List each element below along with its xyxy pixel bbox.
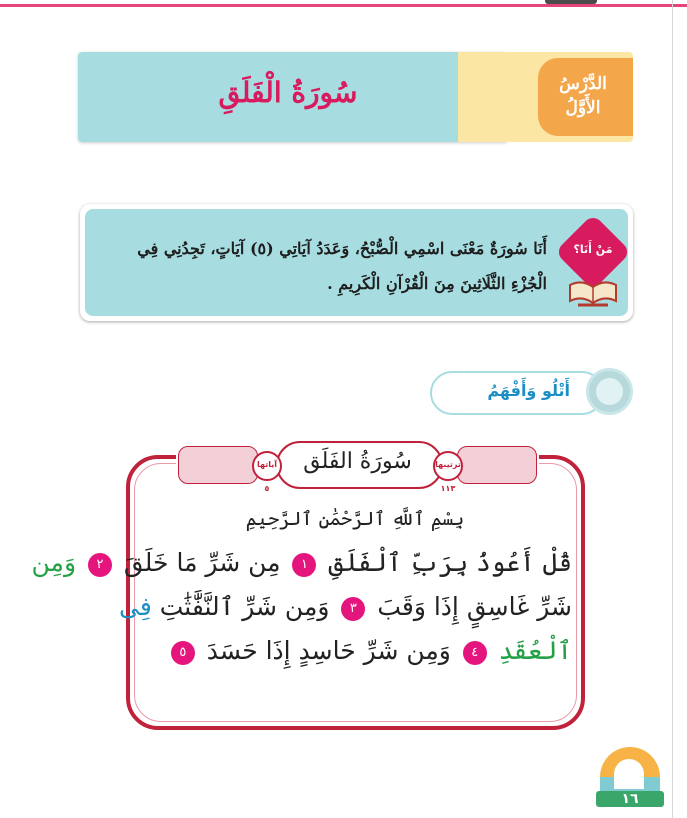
ayah-number-5: ٥ xyxy=(171,641,195,665)
ayah-4-continued: فِى xyxy=(118,592,152,621)
open-book-icon xyxy=(568,279,618,307)
surah-header-ornament-left xyxy=(178,446,258,484)
ayah-number-4: ٤ xyxy=(463,641,487,665)
surah-header-ornament-right xyxy=(457,446,537,484)
lesson-label xyxy=(543,72,623,120)
who-am-i-line2: الْجُزْءِ الثَّلَاثِينَ مِنَ الْقُرْآنِ الْكَرِيمِ . xyxy=(327,274,547,293)
ayah-number-2: ٢ xyxy=(88,553,112,577)
surah-name: سُورَةُ الفَلَق xyxy=(303,449,412,474)
recite-and-understand-header xyxy=(430,368,633,415)
top-bar xyxy=(0,0,687,10)
ayah-line-1 xyxy=(31,548,572,577)
lesson-label-line1: الدَّرْسُ xyxy=(559,74,607,94)
rosette-icon-center xyxy=(596,378,623,405)
ayah-number-3: ٣ xyxy=(341,597,365,621)
top-rule xyxy=(0,4,687,7)
page-footer-emblem xyxy=(596,747,664,807)
mosque-dome-icon xyxy=(614,759,644,789)
ayah-line-3 xyxy=(140,636,572,665)
top-tab xyxy=(545,0,597,4)
ayah-5-text: وَمِن شَرِّ حَاسِدٍ إِذَا حَسَدَ xyxy=(206,636,451,665)
surah-verses-medallion: آياتها ٥ xyxy=(252,451,282,481)
ayah-number-1: ١ xyxy=(292,553,316,577)
lesson-label-line2: الأَوَّلُ xyxy=(565,98,601,118)
basmala: بِسْمِ ٱللَّهِ ٱلرَّحْمَٰنِ ٱلرَّحِيمِ xyxy=(245,508,465,530)
lesson-banner xyxy=(78,52,633,142)
surah-header xyxy=(176,439,539,493)
recite-label: أَتْلُو وَأَفْهَمُ xyxy=(487,381,570,400)
who-am-i-text xyxy=(107,231,547,301)
ayah-4-text: وَمِن شَرِّ ٱلنَّفَّٰثَٰتِ xyxy=(159,592,330,621)
ayah-1-text: قُلْ أَعُوذُ بِرَبِّ ٱلْفَلَقِ xyxy=(328,548,572,577)
who-am-i-panel xyxy=(85,209,628,316)
page-number: ١٦ xyxy=(621,791,639,807)
lesson-label-box xyxy=(538,58,633,136)
ayah-4-end: ٱلْعُقَدِ xyxy=(498,636,572,665)
who-am-i-badge xyxy=(560,221,624,313)
lesson-title: سُورَةُ الْفَلَقِ xyxy=(218,76,358,109)
who-am-i-line1: أَنَا سُورَةٌ مَعْنَى اسْمِي الْصُّبْحُ، وَعَدَدُ آيَاتِي (٥) آيَاتٍ، تَجِدُنِي فِي xyxy=(137,239,547,258)
page-edge xyxy=(672,0,673,818)
ayah-line-2 xyxy=(118,592,572,621)
who-am-i-box xyxy=(80,204,633,321)
ayah-2-text: مِن شَرِّ مَا خَلَقَ xyxy=(123,548,281,577)
who-am-i-badge-label: مَنْ أَنَا؟ xyxy=(573,243,613,256)
ayah-3-text: شَرِّ غَاسِقٍ إِذَا وَقَبَ xyxy=(377,592,572,621)
ayah-3-start: وَمِن xyxy=(31,548,77,577)
surah-order-medallion: ترتيبها ١١٣ xyxy=(433,451,463,481)
